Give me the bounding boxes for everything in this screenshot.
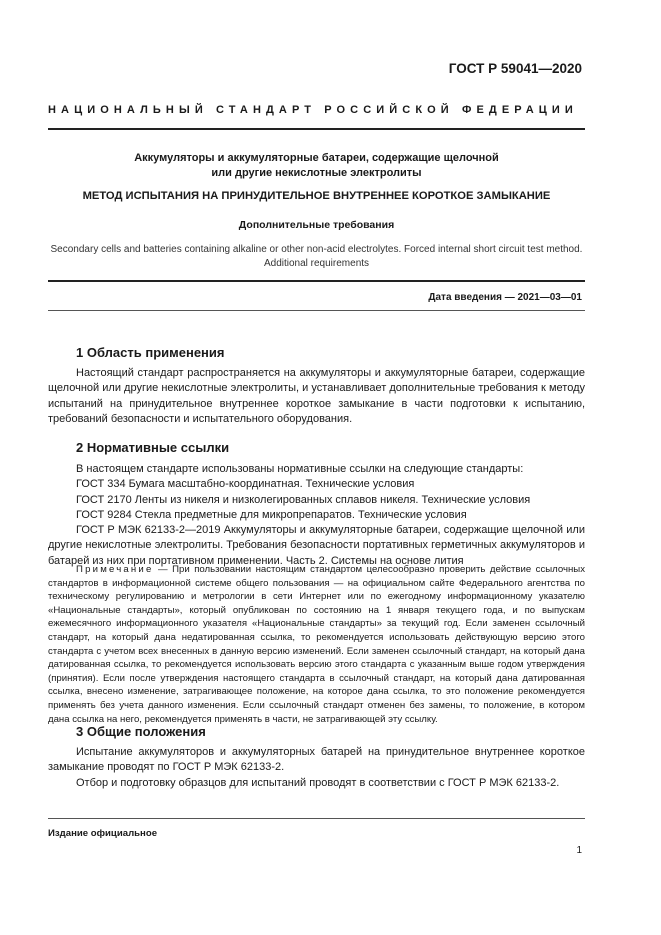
national-standard-banner: НАЦИОНАЛЬНЫЙ СТАНДАРТ РОССИЙСКОЙ ФЕДЕРАЦИИ (48, 104, 578, 116)
title-line-1: Аккумуляторы и аккумуляторные батареи, содержащие щелочной (134, 152, 499, 164)
footer-rule (48, 818, 585, 819)
english-title-line-2: Additional requirements (263, 258, 370, 269)
section-3-paragraph-1: Испытание аккумуляторов и аккумуляторных батарей на принудительное внутреннее короткое замыкание проводят по ГОСТ Р МЭК 62133-2. (48, 746, 585, 774)
english-title-line-1: Secondary cells and batteries containing alkaline or other non-acid electrolytes. Forced internal short circuit test method. (50, 244, 583, 255)
main-title: МЕТОД ИСПЫТАНИЯ НА ПРИНУДИТЕЛЬНОЕ ВНУТРЕННЕЕ КОРОТКОЕ ЗАМЫКАНИЕ (82, 190, 551, 202)
section-1-body (48, 366, 585, 427)
header-rule (48, 128, 585, 130)
standard-code: ГОСТ Р 59041—2020 (448, 61, 582, 76)
page-number: 1 (576, 845, 582, 856)
section-1-heading: 1 Область применения (76, 345, 225, 360)
section-1-paragraph: Настоящий стандарт распространяется на аккумуляторы и аккумуляторные батареи, содержащие щелочной или другие некислотные электролиты, и устанавливает дополнительные требования к методу испытаний на принудительное внутреннее короткое замыкание в части подготовки к испытанию, требований безопасности и испытательного оборудования. (48, 367, 585, 425)
introduction-date: Дата введения — 2021—03—01 (428, 292, 582, 303)
date-rule (48, 310, 585, 311)
section-2-heading: 2 Нормативные ссылки (76, 440, 230, 455)
official-edition-label: Издание официальное (48, 828, 158, 839)
english-title (40, 243, 593, 271)
section-2-lead: В настоящем стандарте использованы нормативные ссылки на следующие стандарты: (76, 463, 524, 475)
section-3-heading: 3 Общие положения (76, 724, 206, 739)
title-line-2: или другие некислотные электролиты (211, 167, 422, 179)
subtitle: Дополнительные требования (238, 219, 395, 231)
reference-item: ГОСТ 9284 Стекла предметные для микропрепаратов. Технические условия (76, 508, 467, 521)
section-3-body (48, 745, 585, 791)
title-block (48, 151, 585, 181)
section-2-body (48, 462, 585, 569)
reference-item: ГОСТ 334 Бумага масштабно-координатная. Технические условия (76, 478, 415, 491)
reference-item: ГОСТ 2170 Ленты из никеля и низколегированных сплавов никеля. Технические условия (76, 493, 531, 506)
section-3-paragraph-2: Отбор и подготовку образцов для испытаний проводят в соответствии с ГОСТ Р МЭК 62133-2. (76, 776, 560, 789)
title-rule (48, 280, 585, 282)
reference-item: ГОСТ Р МЭК 62133-2—2019 Аккумуляторы и аккумуляторные батареи, содержащие щелочной или другие некислотные электролиты. Требования безопасности портативных герметичных аккумуляторов и батарей из них при портативном применении. Часть 2. Системы на основе лития (48, 524, 585, 567)
section-2-note (48, 563, 585, 726)
note-text: — При пользовании настоящим стандартом целесообразно проверить действие ссылочных стандартов в информационной системе общего пользования — на официальном сайте Федерального агентства по техническому регулированию и метрологии в сети Интернет или по ежегодному информационному указателю «Национальные стандарты», который опубликован по состоянию на 1 января текущего года, и по выпускам ежемесячного информационного указателя «Национальные стандарты» за текущий год. Если заменен ссылочный стандарт, на который дана недатированная ссылка, то рекомендуется использовать действующую версию этого стандарта с учетом всех внесенных в данную версию изменений. Если заменен ссылочный стандарт, на который дана датированная ссылка, то рекомендуется использовать версию этого стандарта с указанным выше годом утверждения (принятия). Если после утверждения настоящего стандарта в ссылочный стандарт, на который дана датированная ссылка, внесено изменение, затрагивающее положение, на которое дана ссылка, то это положение рекомендуется применять без учета данного изменения. Если ссылочный стандарт отменен без замены, то положение, в котором дана ссылка на него, рекомендуется применять в части, не затрагивающей эту ссылку. (48, 564, 585, 725)
note-label: Примечание (76, 564, 154, 575)
